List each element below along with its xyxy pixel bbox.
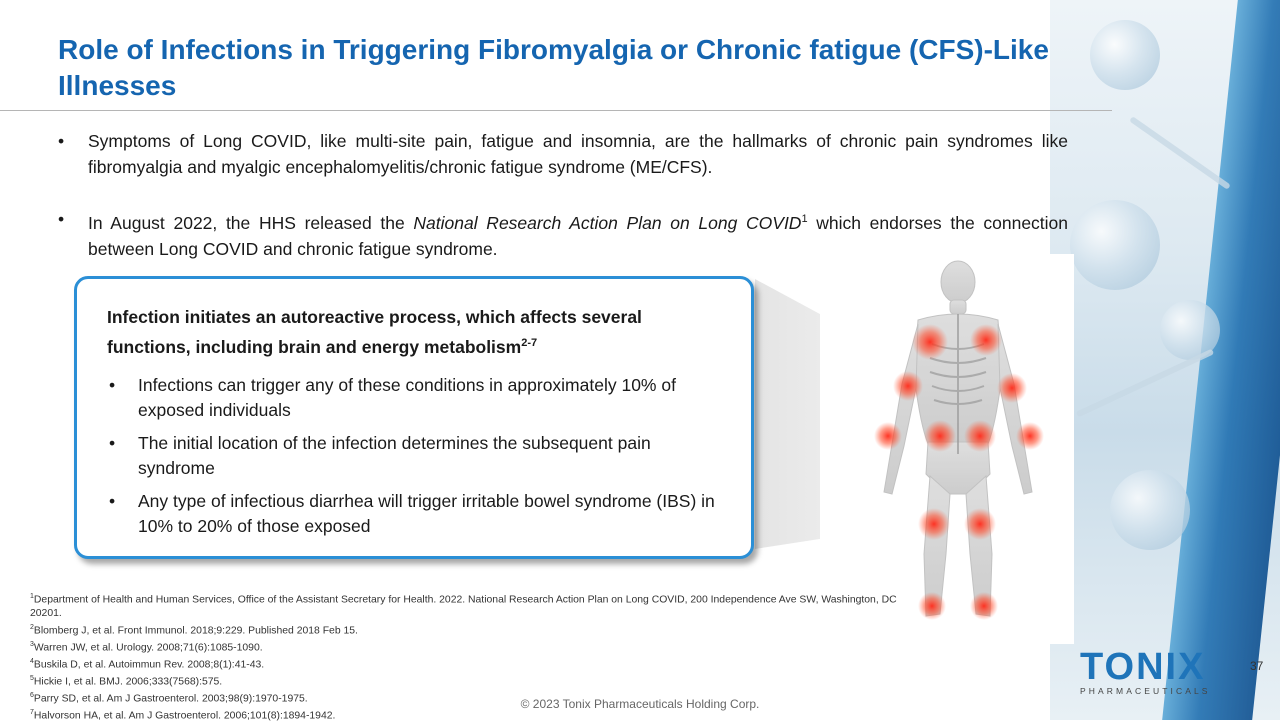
callout-heading-superscript: 2-7 xyxy=(521,337,538,349)
reference-item: $^2$Blomberg J, et al. Front Immunol. 2018;9:229. Published 2018 Feb 15. xyxy=(30,623,358,637)
reference-item: $^7$Halvorson HA, et al. Am J Gastroenterol. 2006;101(8):1894-1942. xyxy=(30,708,336,722)
callout-list-item xyxy=(107,373,727,423)
bullet-italic-title: National Research Action Plan on Long COVID xyxy=(413,212,802,233)
reference-superscript: 1 xyxy=(801,213,808,225)
bullet-dot-icon: • xyxy=(58,131,65,151)
reference-item: $^3$Warren JW, et al. Urology. 2008;71(6):1085-1090. xyxy=(30,640,263,654)
bullet-dot-icon: • xyxy=(109,491,116,511)
bullet-text-continued: which endorses the connection between Long COVID and chronic fatigue syndrome. xyxy=(88,212,1069,259)
bullet-dot-icon: • xyxy=(58,209,65,229)
page-number: 37 xyxy=(1250,659,1264,673)
bullet-dot-icon: • xyxy=(109,375,116,395)
page-title: Role of Infections in Triggering Fibromyalgia or Chronic fatigue (CFS)-Like Illnesses xyxy=(58,34,1049,101)
reference-item: $^4$Buskila D, et al. Autoimmun Rev. 2008;8(1):41-43. xyxy=(30,657,265,671)
callout-box xyxy=(74,276,754,559)
logo-subtitle: PHARMACEUTICALS xyxy=(1080,686,1211,696)
callout-item-text: Infections can trigger any of these conditions in approximately 10% of exposed individuals xyxy=(138,375,676,420)
callout-list-item xyxy=(107,489,727,539)
copyright-footer: © 2023 Tonix Pharmaceuticals Holding Corp. xyxy=(520,697,760,711)
callout-heading xyxy=(107,304,727,360)
tonix-logo xyxy=(1080,648,1210,696)
reference-item: $^1$Department of Health and Human Services, Office of the Assistant Secretary for Health. 2022. National Research Action Plan on Long COVID, 200 Independence Ave SW, Washington, DC 20201. xyxy=(30,593,897,620)
title-divider xyxy=(0,110,1112,111)
logo-wordmark: TONIX xyxy=(1080,646,1206,688)
callout-item-text: The initial location of the infection determines the subsequent pain syndrome xyxy=(138,433,651,478)
callout-item-text: Any type of infectious diarrhea will trigger irritable bowel syndrome (IBS) in 10% to 20% of those exposed xyxy=(138,491,715,536)
reference-item: $^6$Parry SD, et al. Am J Gastroenterol. 2003;98(9):1970-1975. xyxy=(30,691,308,705)
bullet-item xyxy=(58,128,1068,180)
callout-list-item xyxy=(107,431,727,481)
bullet-text: In August 2022, the HHS released the xyxy=(88,212,414,233)
bullet-dot-icon: • xyxy=(109,433,116,453)
bullet-text: Symptoms of Long COVID, like multi-site pain, fatigue and insomnia, are the hallmarks of chronic pain syndromes like fibromyalgia and myalgic encephalomyelitis/chronic fatigue syndrome (ME/CFS). xyxy=(88,131,1068,177)
background-molecule-art xyxy=(1050,0,1280,720)
callout-heading-text: Infection initiates an autoreactive process, which affects several functions, including brain and energy metabolism xyxy=(107,307,642,357)
human-skeleton-figure-icon xyxy=(820,254,1074,644)
reference-item: $^5$Hickie I, et al. BMJ. 2006;333(7568):575. xyxy=(30,674,223,688)
callout-list xyxy=(107,373,727,547)
